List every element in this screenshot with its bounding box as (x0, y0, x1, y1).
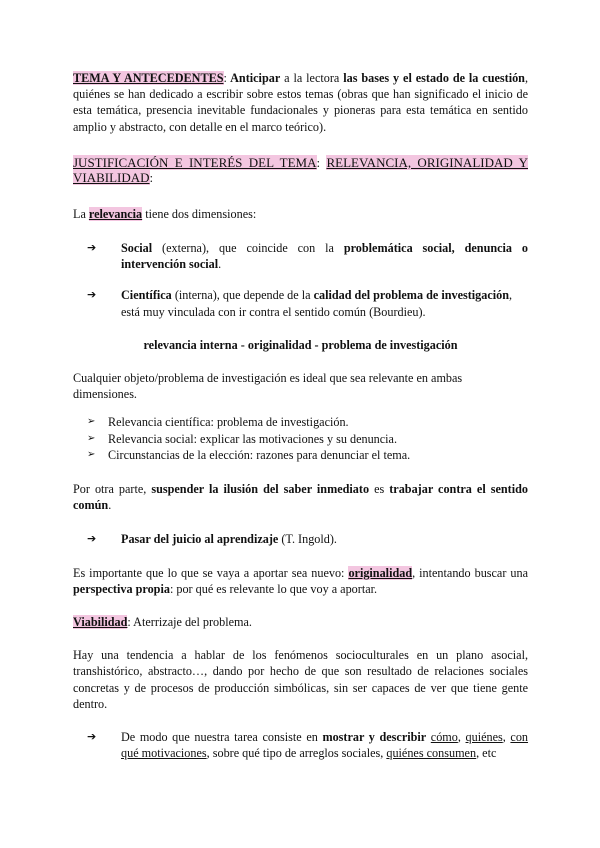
objeto-paragraph: Cualquier objeto/problema de investigación es ideal que sea relevante en ambas dimensiones. (73, 371, 463, 402)
justificacion-subtitle: RELEVANCIA, ORIGINALIDAD Y VIABILIDAD (73, 154, 529, 186)
justificacion-heading: JUSTIFICACIÓN E INTERÉS DEL TEMA: RELEVANCIA, ORIGINALIDAD Y VIABILIDAD: (73, 154, 529, 186)
triangle-bullet-icon: ➢ (87, 432, 96, 444)
list-item: ➢ Relevancia social: explicar las motivaciones y su denuncia. (87, 431, 398, 446)
tema-heading: TEMA Y ANTECEDENTES (73, 71, 224, 85)
document-page (73, 70, 528, 761)
final-item: ➔ De modo que nuestra tarea consiste en mostrar y describir cómo, quiénes, con qué motivaciones, sobre qué tipo de arreglos sociales, quiénes consumen, etc (87, 729, 529, 761)
viabilidad-term: Viabilidad (73, 614, 128, 629)
triangle-bullet-icon: ➢ (87, 449, 96, 461)
tendencia-paragraph: Hay una tendencia a hablar de los fenómenos socioculturales en un plano asocial, transhistórico, abstracto…, dando por hecho de que son resultado de relaciones sociales concretas y de procesos de producción simbólicas, sin ser capaces de ver que tiene gente dentro. (73, 648, 528, 711)
originalidad-paragraph: Es importante que lo que se vaya a aportar sea nuevo: originalidad, intentando buscar una perspectiva propia: por qué es relevante lo que voy a aportar. (73, 565, 528, 596)
arrow-icon: ➔ (87, 729, 97, 743)
relevancia-intro: La relevancia tiene dos dimensiones: (73, 206, 257, 221)
originalidad-term: originalidad (348, 565, 413, 580)
tema-paragraph: TEMA Y ANTECEDENTES: Anticipar a la lectora las bases y el estado de la cuestión, quiénes se han dedicado a escribir sobre estos temas (obras que han significado el inicio de esta temática, presencia inevitable fundacionales y pioneras para esta temática en sentido amplio y abstracto, con detalle en el marco teórico). (73, 71, 529, 134)
list-item: ➢ Circunstancias de la elección: razones para denunciar el tema. (87, 448, 411, 463)
centered-summary: relevancia interna - originalidad - problema de investigación (143, 337, 458, 352)
arrow-icon: ➔ (87, 288, 97, 302)
ilusion-paragraph: Por otra parte, suspender la ilusión del saber inmediato es trabajar contra el sentido común. (73, 481, 528, 513)
juicio-item: ➔ Pasar del juicio al aprendizaje (T. Ingold). (87, 532, 337, 547)
arrow-icon: ➔ (87, 241, 97, 255)
list-item: ➢ Relevancia científica: problema de investigación. (87, 415, 349, 430)
arrow-icon: ➔ (87, 532, 97, 546)
viabilidad-paragraph: Viabilidad: Aterrizaje del problema. (73, 614, 252, 629)
cientifica-item: ➔ Científica (interna), que depende de la calidad del problema de investigación, está muy vinculada con ir contra el sentido común (Bourdieu). (87, 288, 513, 319)
relevance-list (87, 414, 528, 464)
social-item: ➔ Social (externa), que coincide con la problemática social, denuncia o intervención social. (87, 241, 529, 272)
relevancia-term: relevancia (88, 206, 143, 221)
justificacion-title: JUSTIFICACIÓN E INTERÉS DEL TEMA (73, 154, 317, 170)
triangle-bullet-icon: ➢ (87, 416, 96, 428)
